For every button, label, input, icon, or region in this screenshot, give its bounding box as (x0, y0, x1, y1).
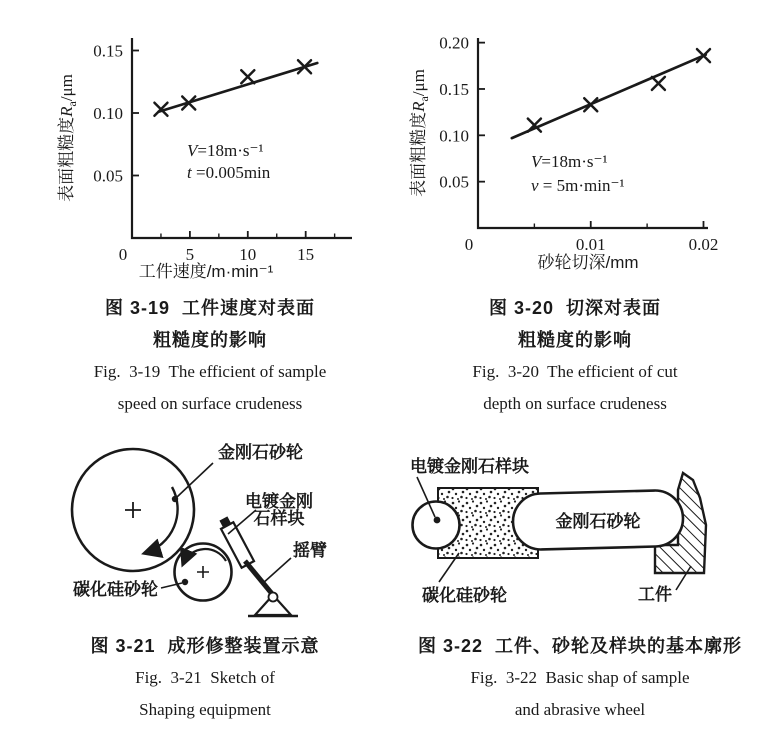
fig-3-21-caption (40, 630, 370, 726)
svg-text:15: 15 (297, 245, 315, 264)
annotation-line: t =0.005min (187, 163, 271, 182)
caption-en-line: Shaping equipment (139, 700, 271, 719)
leader-dot (182, 579, 188, 585)
leader-line (262, 558, 291, 584)
caption-zh-line: 图 3-21 成形修整装置示意 (90, 636, 320, 656)
svg-text:0.15: 0.15 (93, 41, 123, 61)
label-rocker-arm: 摇臂 (293, 541, 327, 560)
x-axis-label: 砂轮切深/mm (537, 253, 639, 272)
svg-text:0.01: 0.01 (575, 235, 606, 254)
annotation-line: V=18m·s⁻¹ (187, 141, 264, 160)
y-axis-label: 表面粗糙度$R_a/\mu m$ (57, 74, 79, 202)
caption-en-line: depth on surface crudeness (483, 394, 667, 413)
fig-3-20-scatter-chart (388, 5, 766, 280)
label-workpiece: 工件 (638, 585, 672, 604)
label-plated-sample: 电镀金刚石样块 (410, 457, 529, 476)
caption-en-line: Fig. 3-22 Basic shap of sample (470, 668, 690, 687)
svg-text:0: 0 (464, 235, 474, 254)
svg-text:0.20: 0.20 (439, 33, 469, 53)
caption-zh-line: 粗糙度的影响 (153, 330, 267, 350)
caption-en-line: Fig. 3-20 The efficient of cut (472, 362, 678, 381)
fig-3-22-caption (395, 630, 765, 726)
x-marker (241, 70, 254, 83)
x-ticks (119, 231, 335, 264)
svg-text:0.02: 0.02 (688, 235, 719, 254)
caption-en-line: and abrasive wheel (514, 700, 646, 719)
caption-zh-line: 图 3-22 工件、砂轮及样块的基本廓形 (417, 636, 743, 656)
caption-en-line: Fig. 3-21 Sketch of (135, 668, 275, 687)
pivot-joint (269, 593, 278, 602)
svg-text:0.05: 0.05 (439, 172, 469, 192)
svg-text:0.10: 0.10 (93, 104, 123, 123)
x-axis-label: 工件速度/m·min⁻¹ (138, 262, 274, 280)
x-marker (697, 49, 710, 62)
annotation-block (187, 141, 271, 182)
leader-dot (434, 517, 441, 524)
caption-en-line: speed on surface crudeness (117, 394, 303, 413)
trend-line (159, 63, 318, 112)
fig-3-22-diagram (395, 430, 771, 625)
caption-en-line: Fig. 3-19 The efficient of sample (93, 362, 327, 381)
y-axis-label: 表面粗糙度$R_a/\mu m$ (409, 69, 431, 197)
annotation-block (531, 152, 625, 195)
x-marker (652, 77, 665, 90)
x-ticks (465, 221, 719, 254)
annotation-line: v = 5m·min⁻¹ (531, 176, 625, 195)
label-plated-sample-line2: 石样块 (253, 509, 305, 528)
fig-3-19-caption (45, 292, 375, 420)
fig-3-20-caption (405, 292, 745, 420)
svg-text:0.10: 0.10 (439, 126, 469, 146)
svg-text:5: 5 (185, 245, 195, 264)
fig-3-19-scatter-chart (30, 5, 380, 280)
svg-text:0: 0 (118, 245, 128, 264)
axes (478, 38, 708, 228)
leader-dot (172, 496, 178, 502)
annotation-line: V=18m·s⁻¹ (531, 152, 608, 171)
fig-3-21-diagram (30, 425, 380, 630)
trend-line (512, 55, 706, 138)
svg-text:0.15: 0.15 (439, 79, 469, 99)
label-sic-wheel: 碳化硅砂轮 (422, 586, 507, 605)
label-plated-sample-line1: 电镀金刚 (245, 492, 313, 511)
label-diamond-wheel: 金刚石砂轮 (218, 443, 303, 462)
caption-zh-line: 图 3-20 切深对表面 (488, 298, 662, 318)
label-sic-wheel: 碳化硅砂轮 (73, 580, 158, 599)
svg-text:0.05: 0.05 (93, 166, 123, 186)
axes (132, 38, 352, 238)
label-diamond-wheel: 金刚石砂轮 (555, 512, 641, 531)
caption-zh-line: 粗糙度的影响 (518, 330, 632, 350)
plated-sample-circle (413, 502, 460, 549)
svg-text:10: 10 (239, 245, 257, 264)
caption-zh-line: 图 3-19 工件速度对表面 (104, 298, 316, 318)
